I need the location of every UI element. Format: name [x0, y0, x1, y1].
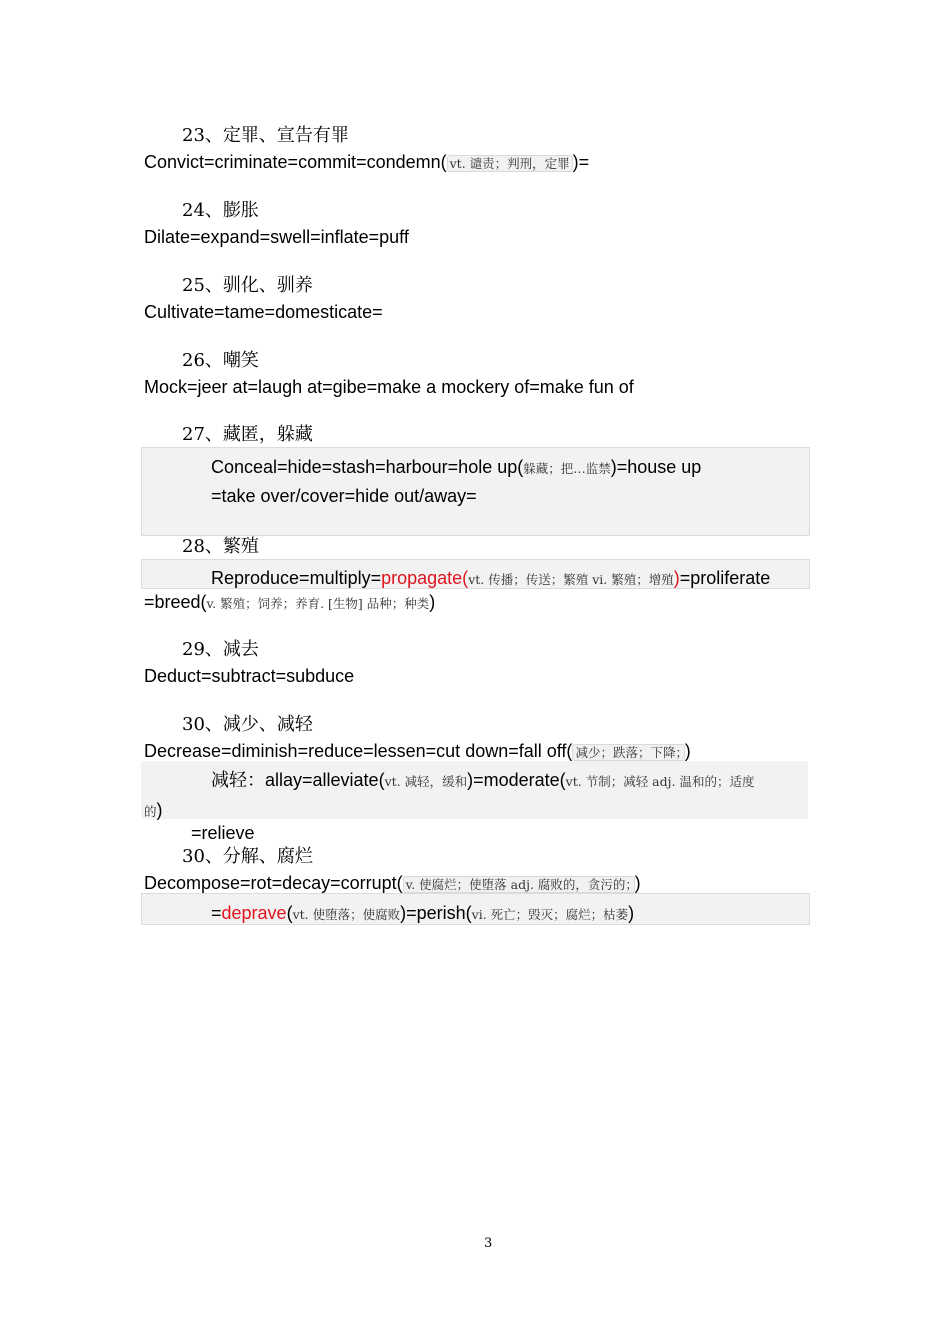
synonym-line — [144, 740, 691, 764]
definition-note: vt. 节制；减轻 adj. 温和的；适度 — [565, 774, 755, 789]
synonym-text: Decompose=rot=decay=corrupt( — [144, 873, 403, 893]
synonym-line — [144, 872, 641, 896]
synonym-line — [144, 301, 383, 323]
definition-note: vt. 传播；传送；繁殖 vi. 繁殖；增殖 — [468, 572, 674, 587]
synonym-text: ( — [286, 903, 293, 923]
synonym-text: Convict=criminate=commit=condemn( — [144, 152, 447, 172]
entry-heading: 25、驯化、驯养 — [182, 275, 313, 296]
synonym-text: ) — [634, 873, 641, 893]
synonym-text: 减轻：allay=alleviate( — [211, 770, 385, 790]
synonym-text: =take over/cover=hide out/away= — [211, 486, 477, 506]
definition-note: 的 — [144, 804, 157, 819]
synonym-text: )=house up — [610, 457, 702, 477]
synonym-text: =breed( — [144, 592, 207, 612]
synonym-text: )= — [572, 152, 590, 172]
synonym-line — [211, 769, 754, 793]
synonym-text: =proliferate — [679, 568, 771, 588]
entry-heading: 30、减少、减轻 — [182, 714, 313, 735]
synonym-line — [144, 151, 589, 175]
synonym-text: Decrease=diminish=reduce=lessen=cut down=fall off( — [144, 741, 573, 761]
definition-note: v. 繁殖；饲养；养育. [生物] 品种；种类 — [206, 596, 430, 611]
synonym-text: ) — [684, 741, 691, 761]
definition-note: vt. 谴责；判刑，定罪 — [447, 155, 573, 172]
synonym-text: ) — [156, 800, 163, 820]
synonym-text: ) — [628, 903, 635, 923]
entry-heading: 27、藏匿，躲藏 — [182, 424, 313, 445]
synonym-text: )=perish( — [400, 903, 472, 923]
definition-note: 减少；跌落；下降； — [572, 744, 684, 761]
synonym-line — [144, 226, 409, 248]
synonym-line — [144, 591, 435, 615]
synonym-text: Conceal=hide=stash=harbour=hole up( — [211, 457, 524, 477]
entry-heading: 30、分解、腐烂 — [182, 846, 313, 867]
synonym-line — [144, 799, 163, 823]
highlighted-word: propagate( — [381, 568, 469, 588]
synonym-line — [191, 822, 255, 844]
synonym-line — [144, 376, 634, 398]
synonym-line — [211, 567, 770, 591]
synonym-line — [144, 665, 354, 687]
definition-note: vt. 使堕落；使腐败 — [292, 907, 401, 922]
synonym-text: ) — [429, 592, 436, 612]
synonym-text: Cultivate=tame=domesticate= — [144, 302, 383, 322]
highlighted-word: deprave — [221, 903, 287, 923]
definition-note: vi. 死亡；毁灭；腐烂；枯萎 — [471, 907, 629, 922]
synonym-text: = — [211, 903, 222, 923]
entry-heading: 23、定罪、宣告有罪 — [182, 125, 349, 146]
synonym-text: =relieve — [191, 823, 255, 843]
synonym-text: Mock=jeer at=laugh at=gibe=make a mockery of=make fun of — [144, 377, 634, 397]
definition-note: 躲藏；把…监禁 — [523, 461, 611, 476]
synonym-text: Dilate=expand=swell=inflate=puff — [144, 227, 409, 247]
synonym-line — [211, 485, 477, 507]
synonym-text: Deduct=subtract=subduce — [144, 666, 355, 686]
entry-heading: 29、减去 — [182, 639, 259, 660]
definition-note: v. 使腐烂；使堕落 adj. 腐败的，贪污的； — [403, 876, 635, 893]
entry-heading: 24、膨胀 — [182, 200, 259, 221]
synonym-text: Reproduce=multiply= — [211, 568, 382, 588]
entry-heading: 28、繁殖 — [182, 536, 259, 557]
highlighted-paren: ) — [673, 568, 680, 588]
synonym-text: )=moderate( — [467, 770, 566, 790]
synonym-line — [211, 902, 634, 926]
page-number: 3 — [484, 1236, 493, 1251]
entry-heading: 26、嘲笑 — [182, 350, 259, 371]
definition-note: vt. 减轻，缓和 — [384, 774, 468, 789]
synonym-line — [211, 456, 701, 480]
